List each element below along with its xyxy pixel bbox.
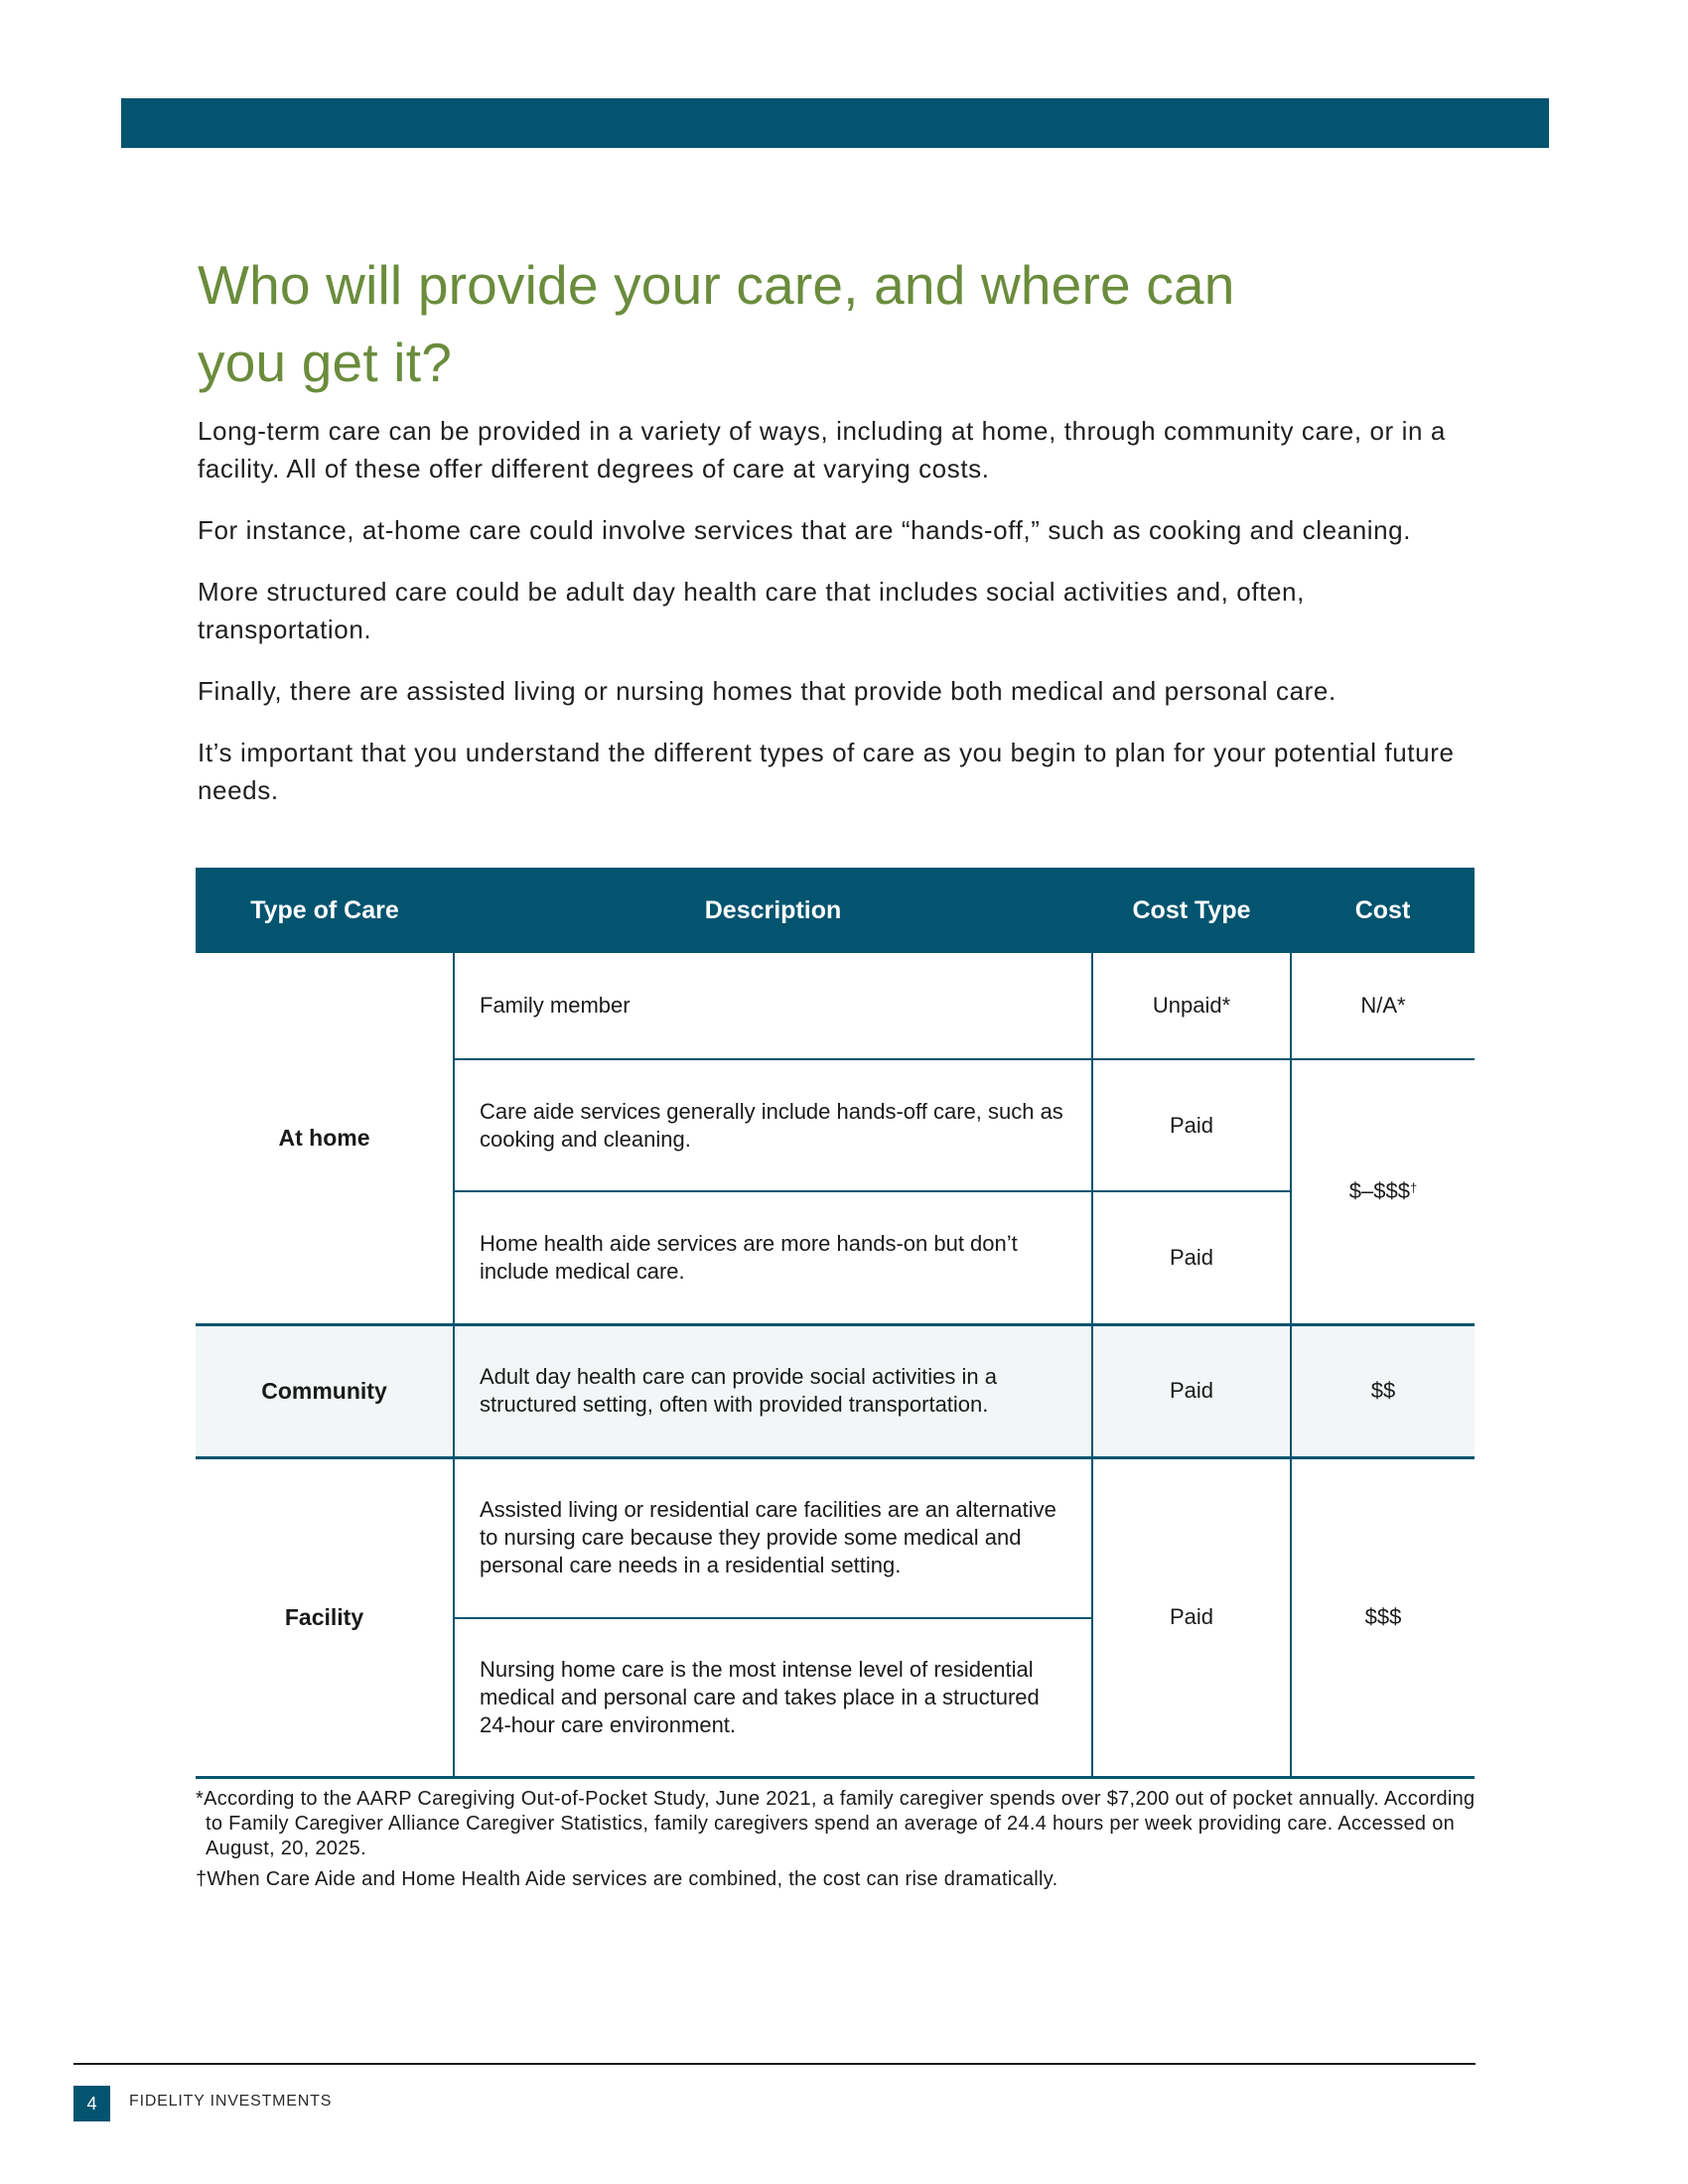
column-header-description: Description	[454, 868, 1092, 953]
description-cell: Assisted living or residential care facilities are an alternative to nursing care because they provide some medical and personal care needs in a residential setting.	[454, 1457, 1092, 1618]
cost-cell: $$	[1291, 1324, 1475, 1457]
table-row	[196, 953, 1475, 1059]
description-cell: Family member	[454, 953, 1092, 1059]
table-row	[196, 1457, 1475, 1618]
description-cell: Nursing home care is the most intense level of residential medical and personal care and takes place in a structured 24-hour care environment.	[454, 1618, 1092, 1777]
care-type-facility: Facility	[196, 1457, 454, 1777]
dagger-footnote-mark: †	[1409, 1180, 1418, 1196]
page-title	[198, 246, 1389, 401]
column-header-cost-type: Cost Type	[1092, 868, 1291, 953]
table-row	[196, 1324, 1475, 1457]
page-title-line-2: you get it?	[198, 332, 452, 393]
intro-paragraph: More structured care could be adult day health care that includes social activities and, often, transportation.	[198, 577, 1305, 644]
footer-divider	[73, 2063, 1476, 2065]
description-cell: Adult day health care can provide social activities in a structured setting, often with provided transportation.	[454, 1324, 1092, 1457]
intro-paragraph: Long-term care can be provided in a variety of ways, including at home, through community care, or in a facility. All of these offer different degrees of care at varying costs.	[198, 416, 1446, 483]
cost-cell: N/A*	[1360, 993, 1406, 1018]
cost-type-cell: Paid	[1092, 1059, 1291, 1191]
intro-body	[198, 412, 1478, 833]
description-cell: Care aide services generally include hands-off care, such as cooking and cleaning.	[454, 1059, 1092, 1191]
cost-cell-shared: $$$	[1291, 1457, 1475, 1777]
page-number-badge: 4	[73, 2086, 110, 2121]
cost-type-cell-shared: Paid	[1092, 1457, 1291, 1777]
column-header-cost: Cost	[1291, 868, 1475, 953]
care-types-table	[196, 868, 1475, 1779]
description-cell: Home health aide services are more hands-on but don’t include medical care.	[454, 1191, 1092, 1324]
cost-type-cell: Paid	[1092, 1324, 1291, 1457]
intro-paragraph: For instance, at-home care could involve services that are “hands-off,” such as cooking and cleaning.	[198, 515, 1412, 545]
footnote-dagger: †When Care Aide and Home Health Aide services are combined, the cost can rise dramatically.	[196, 1868, 1058, 1890]
cost-type-cell: Unpaid*	[1092, 953, 1291, 1059]
cost-cell-shared	[1291, 1059, 1475, 1324]
footer-brand-name: FIDELITY INVESTMENTS	[129, 2093, 333, 2110]
column-header-type-of-care: Type of Care	[196, 868, 454, 953]
care-type-community: Community	[196, 1324, 454, 1457]
footnotes	[196, 1787, 1486, 1898]
intro-paragraph: It’s important that you understand the different types of care as you begin to plan for your potential future needs.	[198, 738, 1455, 805]
care-type-at-home: At home	[196, 953, 454, 1324]
header-banner	[121, 98, 1549, 148]
table-header-row	[196, 868, 1475, 953]
intro-paragraph: Finally, there are assisted living or nursing homes that provide both medical and personal care.	[198, 676, 1336, 706]
footnote-asterisk: *According to the AARP Caregiving Out-of-Pocket Study, June 2021, a family caregiver spends over $7,200 out of pocket annually. According to Family Caregiver Alliance Caregiver Statistics, family caregivers spend an average of 24.4 hours per week providing care. Accessed on August, 20, 2025.	[196, 1788, 1476, 1859]
cost-value: $–$$$	[1348, 1178, 1410, 1204]
cost-type-cell: Paid	[1092, 1191, 1291, 1324]
page-title-line-1: Who will provide your care, and where can	[198, 254, 1235, 316]
